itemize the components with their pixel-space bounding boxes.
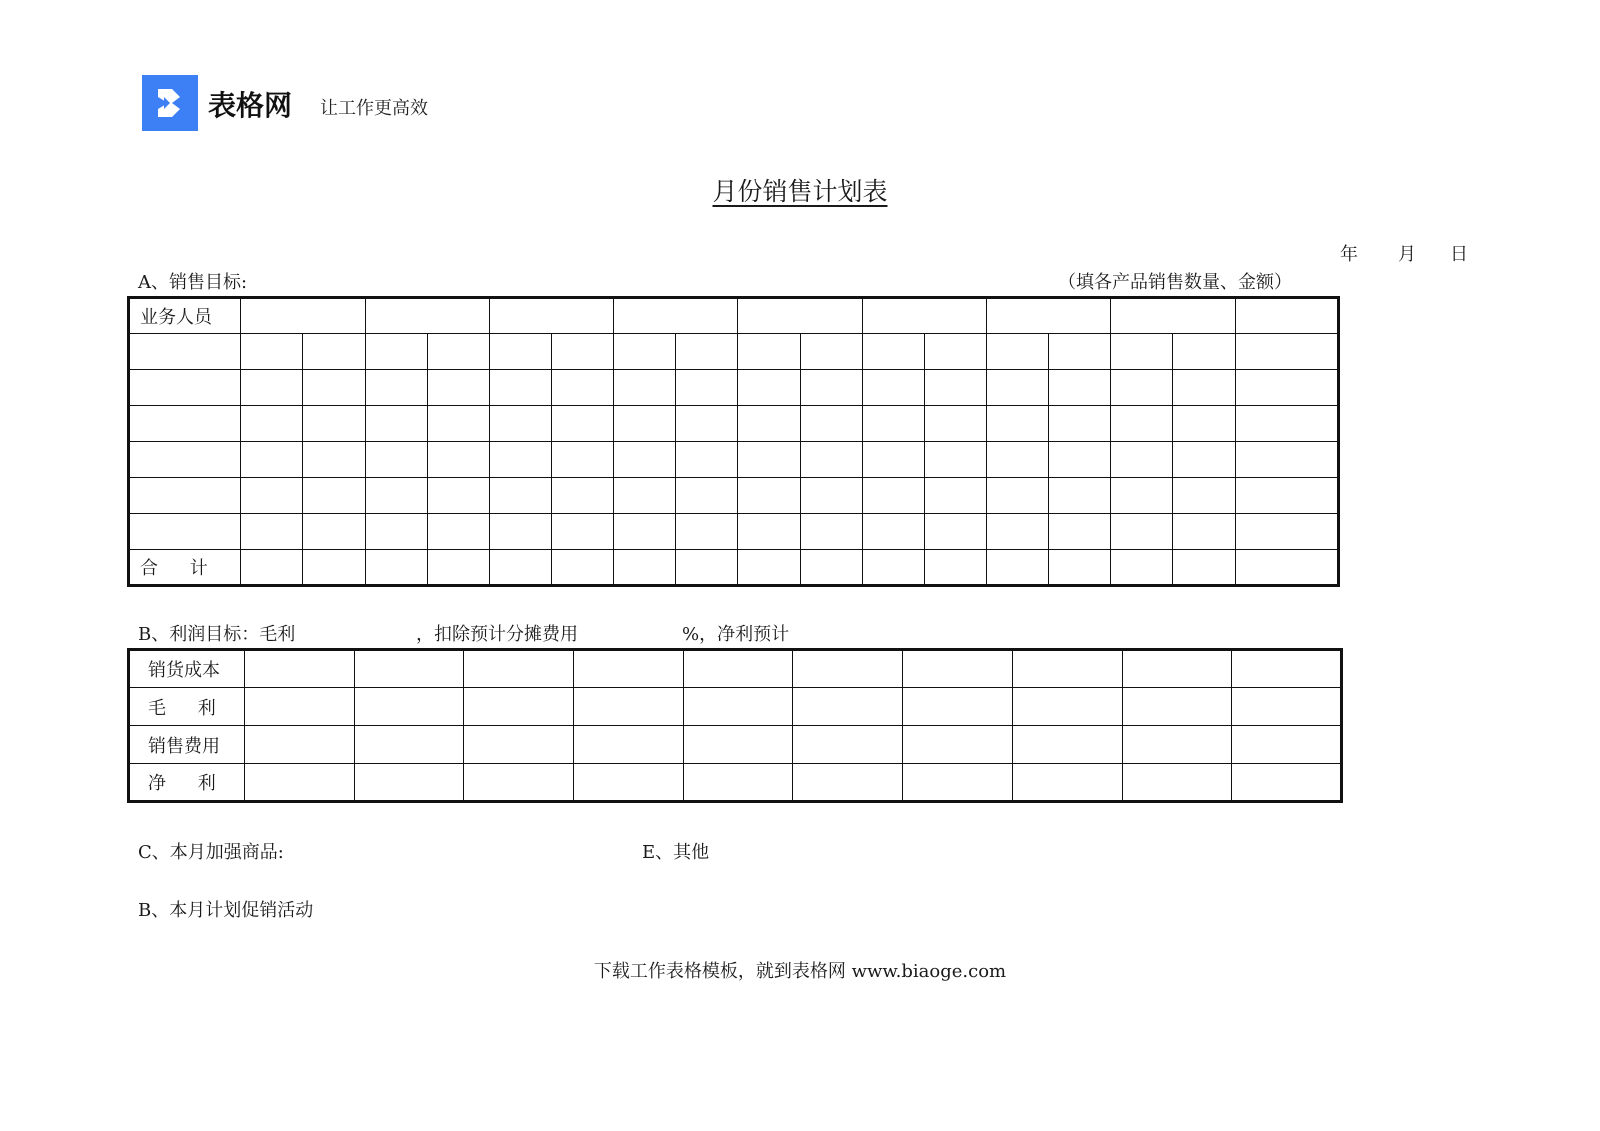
table-row [129, 442, 1339, 478]
data-cell[interactable] [489, 478, 551, 514]
table-row [129, 764, 1342, 802]
data-cell[interactable] [924, 478, 986, 514]
section-b-label-1: B、利润目标：毛利 [138, 624, 296, 645]
data-cell[interactable] [862, 370, 924, 406]
data-cell[interactable] [354, 764, 464, 802]
data-cell[interactable] [241, 334, 303, 370]
data-cell[interactable] [551, 550, 613, 586]
data-cell[interactable] [354, 650, 464, 688]
data-cell[interactable] [1232, 650, 1342, 688]
product-header-cell[interactable] [241, 298, 365, 334]
data-cell[interactable] [1173, 550, 1235, 586]
data-cell[interactable] [1122, 726, 1232, 764]
data-cell[interactable] [1049, 550, 1111, 586]
data-cell[interactable] [738, 442, 800, 478]
row-label-cell: 毛 利 [129, 688, 245, 726]
row-label-cell[interactable] [129, 514, 241, 550]
data-cell[interactable] [303, 478, 365, 514]
data-cell[interactable] [676, 514, 738, 550]
table-row [129, 650, 1342, 688]
data-cell[interactable] [354, 688, 464, 726]
data-cell[interactable] [738, 514, 800, 550]
data-cell[interactable] [551, 478, 613, 514]
data-cell[interactable] [245, 726, 355, 764]
data-cell[interactable] [365, 442, 427, 478]
data-cell[interactable] [464, 688, 574, 726]
row-label-cell[interactable] [129, 442, 241, 478]
header-label-cell: 业务人员 [129, 298, 241, 334]
data-cell[interactable] [676, 478, 738, 514]
data-cell[interactable] [676, 550, 738, 586]
data-cell[interactable] [986, 550, 1048, 586]
data-cell[interactable] [800, 442, 862, 478]
data-cell[interactable] [1012, 688, 1122, 726]
data-cell[interactable] [489, 370, 551, 406]
data-cell[interactable] [738, 550, 800, 586]
data-cell[interactable] [800, 550, 862, 586]
data-cell[interactable] [793, 688, 903, 726]
data-cell[interactable] [986, 334, 1048, 370]
product-header-cell[interactable] [614, 298, 738, 334]
data-cell[interactable] [427, 406, 489, 442]
data-cell[interactable] [303, 550, 365, 586]
profit-target-table [127, 648, 1343, 803]
data-cell[interactable] [303, 442, 365, 478]
data-cell[interactable] [1111, 442, 1173, 478]
data-cell[interactable] [303, 370, 365, 406]
data-cell[interactable] [1049, 478, 1111, 514]
data-cell[interactable] [489, 406, 551, 442]
data-cell[interactable] [1122, 650, 1232, 688]
data-cell[interactable] [738, 370, 800, 406]
data-cell[interactable] [1049, 334, 1111, 370]
data-cell[interactable] [676, 406, 738, 442]
data-cell[interactable] [1232, 726, 1342, 764]
data-cell[interactable] [683, 688, 793, 726]
data-cell[interactable] [551, 406, 613, 442]
data-cell[interactable] [986, 442, 1048, 478]
data-cell[interactable] [489, 514, 551, 550]
data-cell[interactable] [676, 442, 738, 478]
data-cell[interactable] [245, 650, 355, 688]
data-cell[interactable] [1235, 514, 1338, 550]
data-cell[interactable] [1049, 406, 1111, 442]
data-cell[interactable] [551, 334, 613, 370]
data-cell[interactable] [365, 514, 427, 550]
data-cell[interactable] [574, 764, 684, 802]
data-cell[interactable] [1235, 406, 1338, 442]
table-row [129, 688, 1342, 726]
data-cell[interactable] [924, 514, 986, 550]
data-cell[interactable] [614, 514, 676, 550]
data-cell[interactable] [427, 478, 489, 514]
data-cell[interactable] [1235, 442, 1338, 478]
product-header-cell[interactable] [1111, 298, 1235, 334]
data-cell[interactable] [365, 478, 427, 514]
data-cell[interactable] [245, 688, 355, 726]
row-label-cell[interactable] [129, 478, 241, 514]
data-cell[interactable] [862, 514, 924, 550]
product-header-cell[interactable] [738, 298, 862, 334]
product-header-cell[interactable] [986, 298, 1110, 334]
data-cell[interactable] [903, 764, 1013, 802]
data-cell[interactable] [1111, 478, 1173, 514]
data-cell[interactable] [800, 478, 862, 514]
data-cell[interactable] [1012, 764, 1122, 802]
data-cell[interactable] [614, 550, 676, 586]
data-cell[interactable] [464, 650, 574, 688]
data-cell[interactable] [986, 478, 1048, 514]
page-title: 月份销售计划表 [712, 177, 888, 206]
data-cell[interactable] [551, 442, 613, 478]
brand-slogan: 让工作更高效 [320, 98, 428, 119]
data-cell[interactable] [1232, 764, 1342, 802]
data-cell[interactable] [986, 514, 1048, 550]
data-cell[interactable] [354, 726, 464, 764]
row-label-cell: 净 利 [129, 764, 245, 802]
data-cell[interactable] [365, 550, 427, 586]
row-label-cell: 合 计 [129, 550, 241, 586]
data-cell[interactable] [489, 550, 551, 586]
data-cell[interactable] [793, 726, 903, 764]
data-cell[interactable] [903, 650, 1013, 688]
data-cell[interactable] [427, 514, 489, 550]
data-cell[interactable] [365, 370, 427, 406]
data-cell[interactable] [574, 688, 684, 726]
row-label-cell: 销售费用 [129, 726, 245, 764]
section-b-label-3: %，净利预计 [682, 624, 790, 645]
data-cell[interactable] [1111, 370, 1173, 406]
data-cell[interactable] [924, 442, 986, 478]
data-cell[interactable] [614, 370, 676, 406]
data-cell[interactable] [738, 334, 800, 370]
section-b-label-2: ，扣除预计分摊费用 [416, 624, 578, 645]
data-cell[interactable] [365, 406, 427, 442]
data-cell[interactable] [1049, 370, 1111, 406]
data-cell[interactable] [614, 478, 676, 514]
data-cell[interactable] [683, 726, 793, 764]
data-cell[interactable] [1173, 370, 1235, 406]
data-cell[interactable] [1012, 650, 1122, 688]
data-cell[interactable] [427, 370, 489, 406]
brand-name: 表格网 [208, 89, 293, 122]
data-cell[interactable] [862, 334, 924, 370]
data-cell[interactable] [683, 650, 793, 688]
section-b2-label: B、本月计划促销活动 [138, 900, 314, 921]
data-cell[interactable] [574, 726, 684, 764]
date-month: 月 [1398, 244, 1416, 265]
data-cell[interactable] [800, 334, 862, 370]
b-logo-icon [142, 75, 198, 131]
data-cell[interactable] [924, 370, 986, 406]
section-e-label: E、其他 [642, 842, 710, 863]
data-cell[interactable] [862, 550, 924, 586]
data-cell[interactable] [241, 406, 303, 442]
data-cell[interactable] [676, 370, 738, 406]
data-cell[interactable] [1173, 442, 1235, 478]
data-cell[interactable] [1122, 764, 1232, 802]
data-cell[interactable] [862, 478, 924, 514]
data-cell[interactable] [1111, 334, 1173, 370]
table-row [129, 726, 1342, 764]
data-cell[interactable] [551, 370, 613, 406]
data-cell[interactable] [1173, 334, 1235, 370]
data-cell[interactable] [1173, 406, 1235, 442]
data-cell[interactable] [862, 442, 924, 478]
table-row [129, 406, 1339, 442]
data-cell[interactable] [903, 726, 1013, 764]
product-header-cell[interactable] [1235, 298, 1338, 334]
section-a-note: （填各产品销售数量、金额） [1058, 272, 1292, 293]
data-cell[interactable] [793, 764, 903, 802]
data-cell[interactable] [924, 334, 986, 370]
data-cell[interactable] [241, 478, 303, 514]
data-cell[interactable] [676, 334, 738, 370]
footer-text: 下载工作表格模板，就到表格网 www.biaoge.com [593, 961, 1007, 982]
table-row [129, 334, 1339, 370]
data-cell[interactable] [614, 334, 676, 370]
data-cell[interactable] [738, 478, 800, 514]
data-cell[interactable] [489, 442, 551, 478]
data-cell[interactable] [1173, 478, 1235, 514]
data-cell[interactable] [1232, 688, 1342, 726]
data-cell[interactable] [924, 550, 986, 586]
data-cell[interactable] [464, 764, 574, 802]
table-row [129, 370, 1339, 406]
data-cell[interactable] [1235, 550, 1338, 586]
data-cell[interactable] [427, 442, 489, 478]
data-cell[interactable] [862, 406, 924, 442]
table-row [129, 550, 1339, 586]
data-cell[interactable] [614, 442, 676, 478]
data-cell[interactable] [303, 514, 365, 550]
data-cell[interactable] [241, 442, 303, 478]
data-cell[interactable] [614, 406, 676, 442]
table-row [129, 478, 1339, 514]
data-cell[interactable] [551, 514, 613, 550]
data-cell[interactable] [1235, 334, 1338, 370]
data-cell[interactable] [427, 334, 489, 370]
product-header-cell[interactable] [489, 298, 613, 334]
section-a-label: A、销售目标: [138, 272, 248, 293]
data-cell[interactable] [1235, 370, 1338, 406]
data-cell[interactable] [1111, 406, 1173, 442]
data-cell[interactable] [245, 764, 355, 802]
row-label-cell[interactable] [129, 370, 241, 406]
data-cell[interactable] [903, 688, 1013, 726]
data-cell[interactable] [800, 514, 862, 550]
product-header-cell[interactable] [862, 298, 986, 334]
date-day: 日 [1450, 244, 1468, 265]
row-label-cell: 销货成本 [129, 650, 245, 688]
data-cell[interactable] [464, 726, 574, 764]
data-cell[interactable] [986, 370, 1048, 406]
data-cell[interactable] [1111, 514, 1173, 550]
data-cell[interactable] [1049, 442, 1111, 478]
data-cell[interactable] [365, 334, 427, 370]
data-cell[interactable] [303, 334, 365, 370]
table-row [129, 514, 1339, 550]
data-cell[interactable] [489, 334, 551, 370]
section-c-label: C、本月加强商品: [138, 842, 284, 863]
data-cell[interactable] [241, 370, 303, 406]
data-cell[interactable] [986, 406, 1048, 442]
data-cell[interactable] [1111, 550, 1173, 586]
sales-target-table [127, 296, 1340, 587]
row-label-cell[interactable] [129, 334, 241, 370]
data-cell[interactable] [800, 370, 862, 406]
data-cell[interactable] [793, 650, 903, 688]
row-label-cell[interactable] [129, 406, 241, 442]
data-cell[interactable] [738, 406, 800, 442]
data-cell[interactable] [1173, 514, 1235, 550]
data-cell[interactable] [683, 764, 793, 802]
data-cell[interactable] [1012, 726, 1122, 764]
data-cell[interactable] [1235, 478, 1338, 514]
brand-logo [142, 75, 198, 131]
data-cell[interactable] [1122, 688, 1232, 726]
data-cell[interactable] [241, 550, 303, 586]
date-year: 年 [1340, 244, 1358, 265]
data-cell[interactable] [427, 550, 489, 586]
data-cell[interactable] [241, 514, 303, 550]
data-cell[interactable] [303, 406, 365, 442]
product-header-cell[interactable] [365, 298, 489, 334]
data-cell[interactable] [574, 650, 684, 688]
data-cell[interactable] [924, 406, 986, 442]
data-cell[interactable] [1049, 514, 1111, 550]
data-cell[interactable] [800, 406, 862, 442]
